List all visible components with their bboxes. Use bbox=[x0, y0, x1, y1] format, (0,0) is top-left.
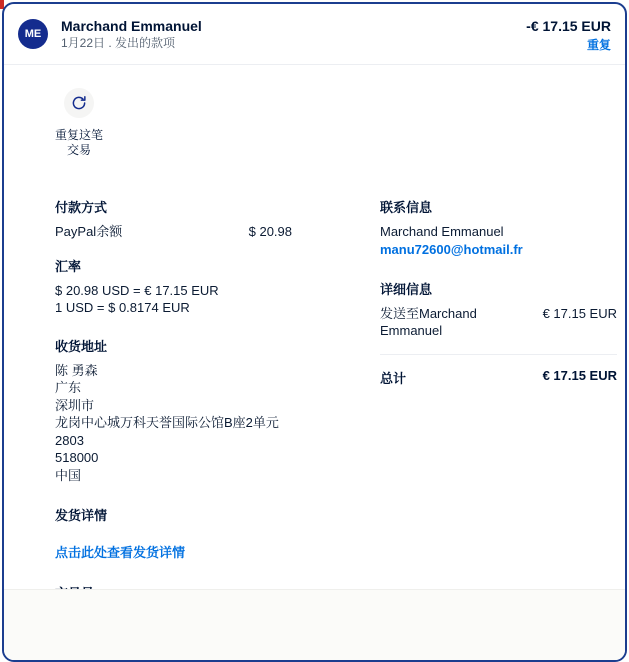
payment-method-value: $ 20.98 bbox=[248, 224, 292, 239]
avatar-initials: ME bbox=[24, 28, 42, 40]
payment-method-section bbox=[55, 199, 292, 241]
payment-method-heading: 付款方式 bbox=[55, 200, 108, 215]
address-country: 中国 bbox=[55, 467, 82, 483]
avatar bbox=[18, 19, 48, 49]
total-value: € 17.15 EUR bbox=[542, 367, 617, 383]
exchange-rate-heading: 汇率 bbox=[55, 258, 82, 274]
payer-name: Marchand Emmanuel bbox=[61, 18, 202, 34]
repeat-transaction-button[interactable] bbox=[48, 88, 110, 158]
shipping-details-heading: 发货详情 bbox=[55, 508, 108, 523]
shipping-details-link[interactable]: 点击此处查看发货详情 bbox=[55, 545, 186, 560]
contact-email-link[interactable]: manu72600@hotmail.fr bbox=[380, 241, 523, 257]
details-section bbox=[380, 281, 617, 387]
repeat-button-label-line2: 交易 bbox=[66, 143, 91, 157]
exchange-rate-line1: $ 20.98 USD = € 17.15 EUR bbox=[55, 282, 219, 298]
shipping-address-section bbox=[55, 338, 292, 485]
repeat-link[interactable]: 重复 bbox=[586, 38, 611, 52]
address-postcode: 518000 bbox=[55, 450, 99, 465]
address-city: 深圳市 bbox=[55, 397, 95, 413]
refresh-icon bbox=[64, 88, 94, 118]
sent-to-label: 发送至Marchand Emmanuel bbox=[380, 305, 477, 338]
contact-name: Marchand Emmanuel bbox=[380, 224, 504, 239]
next-section-strip bbox=[4, 590, 625, 660]
address-province: 广东 bbox=[55, 380, 82, 395]
transaction-date-type: 1月22日 . 发出的款项 bbox=[61, 36, 176, 50]
transaction-card bbox=[2, 2, 627, 662]
contact-info-section bbox=[380, 199, 617, 259]
total-label: 总计 bbox=[380, 370, 407, 386]
repeat-button-label-line1: 重复这笔 bbox=[54, 128, 103, 142]
shipping-details-section bbox=[55, 507, 292, 562]
address-recipient: 陈 勇森 bbox=[55, 362, 98, 378]
exchange-rate-section bbox=[55, 258, 292, 317]
transaction-amount: -€ 17.15 EUR bbox=[526, 18, 611, 34]
address-unit: 2803 bbox=[55, 432, 84, 448]
shipping-address-heading: 收货地址 bbox=[55, 338, 108, 354]
exchange-rate-line2: 1 USD = $ 0.8174 EUR bbox=[55, 300, 190, 315]
transaction-header-row[interactable] bbox=[4, 4, 625, 65]
sent-to-value: € 17.15 EUR bbox=[542, 305, 617, 321]
total-row bbox=[380, 354, 617, 387]
payment-method-label: PayPal余额 bbox=[55, 224, 123, 239]
contact-info-heading: 联系信息 bbox=[380, 200, 433, 215]
details-heading: 详细信息 bbox=[380, 281, 433, 297]
address-street: 龙岗中心城万科天誉国际公馆B座2单元 bbox=[55, 415, 279, 430]
